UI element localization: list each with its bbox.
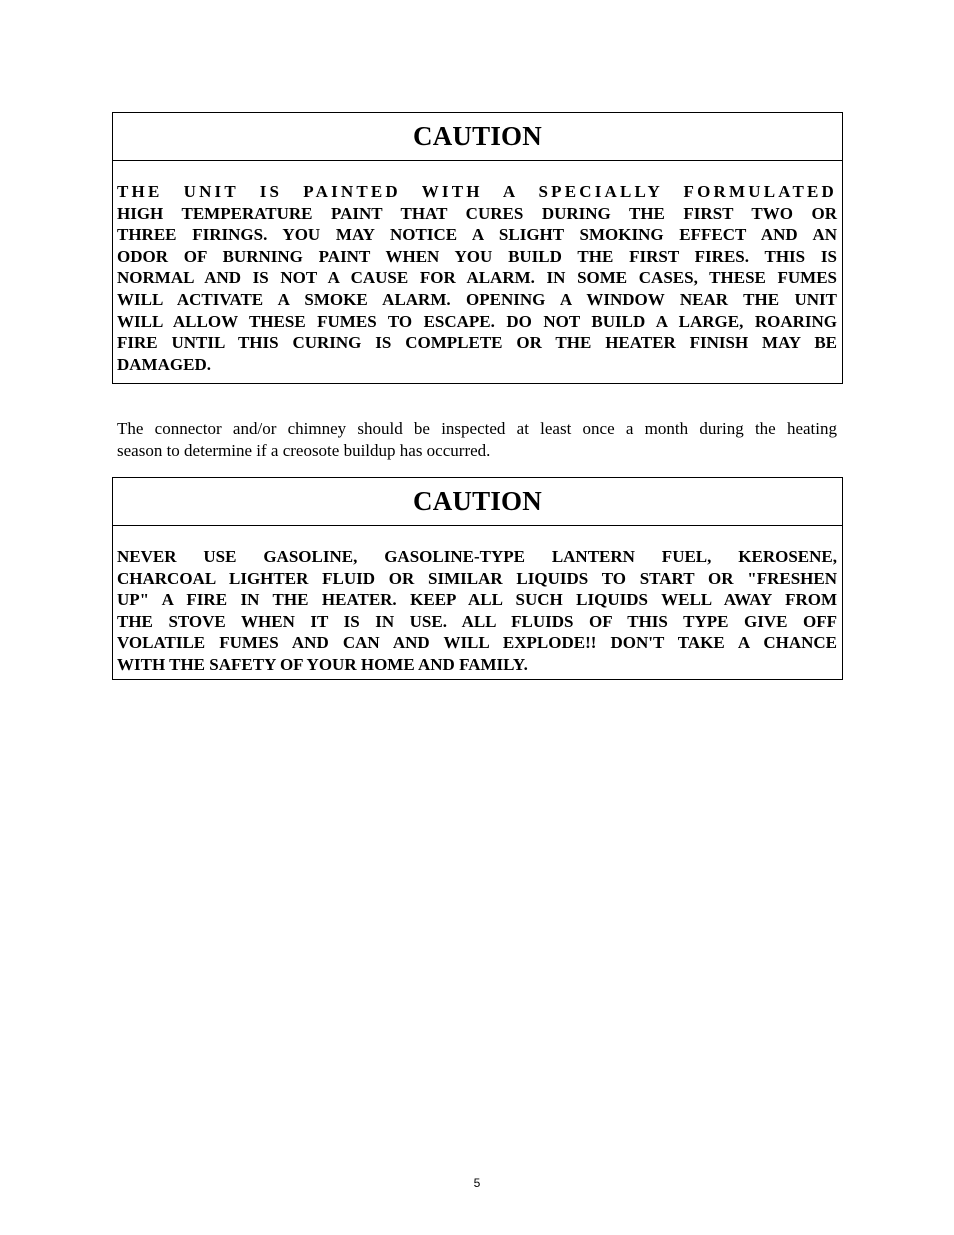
caution-line: WILL ACTIVATE A SMOKE ALARM. OPENING A WINDOW NEAR THE UNIT (117, 289, 837, 309)
caution-line: FIRE UNTIL THIS CURING IS COMPLETE OR THE HEATER FINISH MAY BE (117, 333, 837, 353)
caution-line: VOLATILE FUMES AND CAN AND WILL EXPLODE!! DON'T TAKE A CHANCE (117, 633, 837, 653)
paragraph-line: The connector and/or chimney should be inspected at least once a month during the heating (117, 419, 837, 438)
chimney-inspection-paragraph (117, 418, 837, 461)
caution-line: UP" A FIRE IN THE HEATER. KEEP ALL SUCH LIQUIDS WELL AWAY FROM (117, 590, 837, 610)
caution-line: WILL ALLOW THESE FUMES TO ESCAPE. DO NOT BUILD A LARGE, ROARING (117, 311, 837, 331)
caution-line: THE UNIT IS PAINTED WITH A SPECIALLY FORMULATED (117, 182, 837, 201)
caution-line: WITH THE SAFETY OF YOUR HOME AND FAMILY. (117, 654, 528, 674)
caution-box-flammable-liquids (112, 477, 843, 680)
paragraph-line: season to determine if a creosote buildup has occurred. (117, 440, 491, 460)
caution-line: DAMAGED. (117, 354, 211, 374)
caution-heading: CAUTION (113, 478, 842, 526)
caution-line: ODOR OF BURNING PAINT WHEN YOU BUILD THE FIRST FIRES. THIS IS (117, 246, 837, 266)
caution-text (113, 526, 842, 676)
caution-line: HIGH TEMPERATURE PAINT THAT CURES DURING THE FIRST TWO OR (117, 203, 837, 223)
page-number: 5 (473, 1176, 481, 1190)
caution-text (113, 161, 842, 375)
caution-heading: CAUTION (113, 113, 842, 161)
caution-line: NEVER USE GASOLINE, GASOLINE-TYPE LANTERN FUEL, KEROSENE, (117, 547, 837, 566)
caution-line: THE STOVE WHEN IT IS IN USE. ALL FLUIDS OF THIS TYPE GIVE OFF (117, 611, 837, 631)
caution-line: THREE FIRINGS. YOU MAY NOTICE A SLIGHT SMOKING EFFECT AND AN (117, 225, 837, 245)
caution-line: NORMAL AND IS NOT A CAUSE FOR ALARM. IN SOME CASES, THESE FUMES (117, 268, 837, 288)
caution-box-paint-curing (112, 112, 843, 384)
caution-line: CHARCOAL LIGHTER FLUID OR SIMILAR LIQUIDS TO START OR "FRESHEN (117, 568, 837, 588)
